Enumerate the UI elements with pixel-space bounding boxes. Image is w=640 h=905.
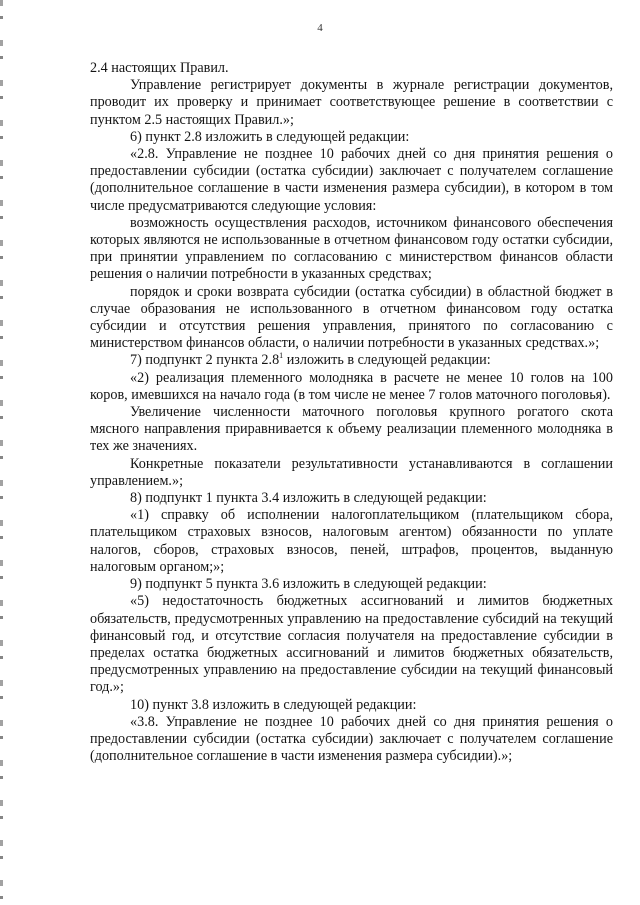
quoted-clause: «2) реализация племенного молодняка в расчете не менее 10 голов на 100 коров, имевшихся на начало года (в том числе не менее 7 голов маточного поголовья). <box>90 369 613 403</box>
quoted-clause: «1) справку об исполнении налогоплательщиком (плательщиком сбора, плательщиком страховых взносов, налоговым агентом) обязанности по уплате налогов, сборов, страховых взносов, пеней, штрафов, процентов, выданную налоговым органом;»; <box>90 507 613 575</box>
paragraph: порядок и сроки возврата субсидии (остатка субсидии) в областной бюджет в случае образования не использованного в отчетном финансовом году остатка субсидии и отсутствия решения управления, принятого по согласованию с министерством финансов области, о наличии потребности в указанных средствах.»; <box>90 283 613 352</box>
amendment-item-text: изложить в следующей редакции: <box>283 352 491 369</box>
quoted-clause: «2.8. Управление не позднее 10 рабочих дней со дня принятия решения о предоставлении субсидии (остатка субсидии) заключает с получателем соглашение (дополнительное соглашение в части изменения размера субсидии), в котором в том числе предусматриваются следующие условия: <box>90 146 613 214</box>
amendment-item: 6) пункт 2.8 изложить в следующей редакции: <box>130 128 410 145</box>
paragraph: Конкретные показатели результативности устанавливаются в соглашении управлением.»; <box>90 455 613 489</box>
superscript: 1 <box>279 351 284 361</box>
quoted-clause: «5) недостаточность бюджетных ассигнований и лимитов бюджетных обязательств, предусмотренных управлению на предоставление субсидий на текущий финансовый год, и отсутствие согласия получателя на предоставление субсидии в пределах остатка бюджетных ассигнований и лимитов бюджетных обязательств, предусмотренных управлению на предоставление субсидии на текущий финансовый год.»; <box>90 593 613 696</box>
amendment-item-text: 7) подпункт 2 пункта 2.8 <box>130 352 280 369</box>
page-number: 4 <box>317 22 323 34</box>
amendment-item: 9) подпункт 5 пункта 3.6 изложить в следующей редакции: <box>130 576 487 593</box>
paragraph: возможность осуществления расходов, источником финансового обеспечения которых являются не использованные в отчетном финансовом году остатки субсидии, при принятии управлением по согласованию с министерством финансов области решения о наличии потребности в указанных средствах; <box>90 214 613 283</box>
amendment-item <box>90 352 613 369</box>
quoted-clause: «3.8. Управление не позднее 10 рабочих дней со дня принятия решения о предоставлении субсидии (остатка субсидии) заключает с получателем соглашение (дополнительное соглашение в части изменения размера субсидии).»; <box>90 713 613 765</box>
document-body <box>90 60 613 765</box>
paragraph: Управление регистрирует документы в журнале регистрации документов, проводит их проверку и принимает соответствующее решение в соответствии с пунктом 2.5 настоящих Правил.»; <box>90 77 613 128</box>
amendment-item: 8) подпункт 1 пункта 3.4 изложить в следующей редакции: <box>130 490 487 507</box>
scan-edge-artifact <box>0 0 3 905</box>
amendment-item: 10) пункт 3.8 изложить в следующей редакции: <box>130 696 417 713</box>
paragraph-continuation: 2.4 настоящих Правил. <box>90 60 229 76</box>
paragraph: Увеличение численности маточного поголовья крупного рогатого скота мясного направления приравнивается к объему реализации племенного молодняка в тех же значениях. <box>90 404 613 455</box>
